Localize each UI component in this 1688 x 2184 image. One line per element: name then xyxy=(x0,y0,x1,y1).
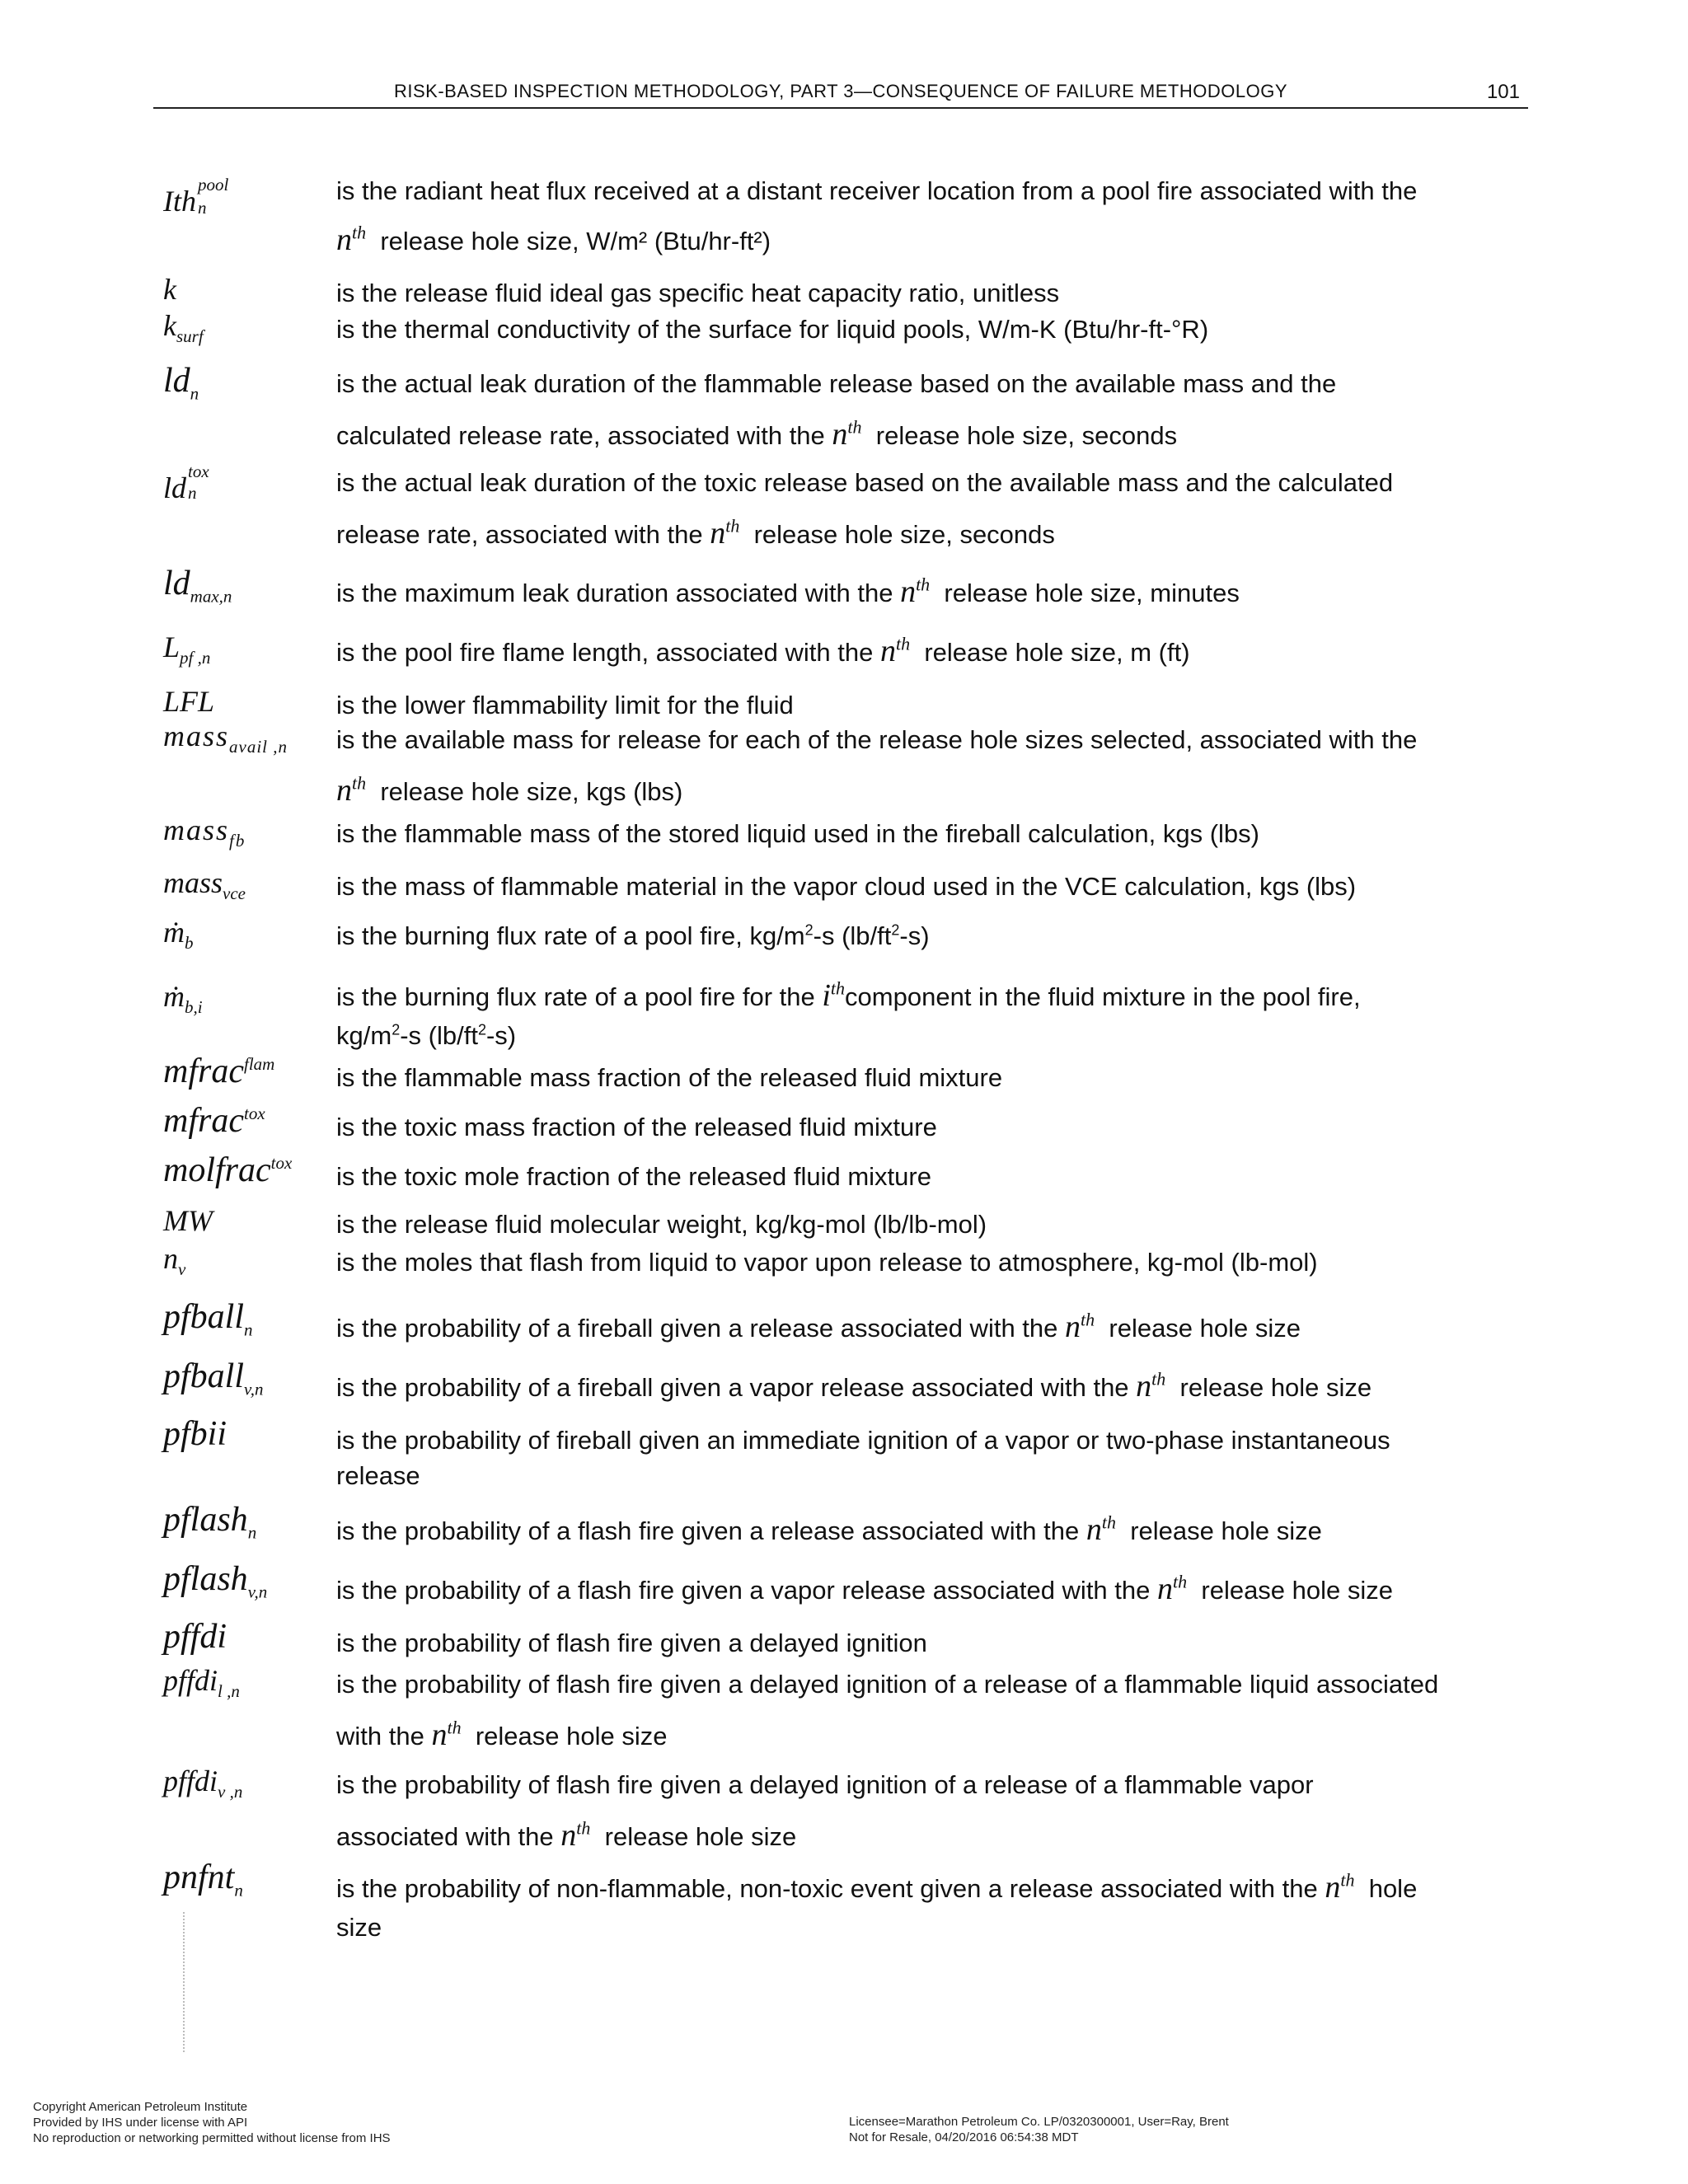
symbol: pffdi xyxy=(163,1618,227,1656)
symbol: pfball$_{v,n}$ xyxy=(163,1357,264,1399)
symbol: $L_{pf ,n}$ xyxy=(163,630,211,668)
definition: is the flammable mass of the stored liquid used in the fireball calculation, kgs (lbs) xyxy=(336,819,1259,848)
symbol: MW xyxy=(163,1204,213,1237)
definition: is the release fluid molecular weight, kg/kg-mol (lb/lb-mol) xyxy=(336,1210,987,1239)
symbol: mass$_{avail ,n}$ xyxy=(163,719,288,757)
definition: is the available mass for release for each of the release hole sizes selected, associated with the $n^{th}$ release hole size, kgs (lbs) xyxy=(336,725,1418,808)
definition: is the pool fire flame length, associated with the $n^{th}$ release hole size, m (ft) xyxy=(336,633,1190,668)
definition: is the burning flux rate of a pool fire, $kg/m^2-s$ $(lb/ft^2-s)$ xyxy=(336,921,930,950)
scan-artifact-dots xyxy=(183,1912,186,2052)
symbol: molfrac$^{tox}$ xyxy=(163,1151,293,1189)
definition: is the toxic mole fraction of the released fluid mixture xyxy=(336,1162,931,1191)
definition: is the actual leak duration of the toxic release based on the available mass and the calculated release rate, associated with the $n^{th}$ release hole size, seconds xyxy=(336,468,1394,551)
definition: is the probability of fireball given an immediate ignition of a vapor or two-phase instantaneous release xyxy=(336,1426,1390,1491)
symbol: mfrac$^{flam}$ xyxy=(163,1052,275,1090)
symbol: pfball$_n$ xyxy=(163,1298,253,1340)
definition: is the burning flux rate of a pool fire for the $i^{th}component$ in the fluid mixture in the pool fire, $kg/m^2-s$ $(lb/ft^2-s)$ xyxy=(336,977,1361,1051)
symbol: Ith pool n xyxy=(163,175,229,218)
definition: is the flammable mass fraction of the released fluid mixture xyxy=(336,1063,1003,1092)
definition: is the thermal conductivity of the surface for liquid pools, W/m-K (Btu/hr-ft-°R) xyxy=(336,315,1209,344)
definition: is the toxic mass fraction of the released fluid mixture xyxy=(336,1113,937,1141)
definition: is the maximum leak duration associated with the $n^{th}$ release hole size, minutes xyxy=(336,574,1240,609)
definition: is the moles that flash from liquid to vapor upon release to atmosphere, kg-mol (lb-mol) xyxy=(336,1248,1318,1277)
symbol: pfbii xyxy=(163,1415,227,1453)
symbol: ṁ$_b$ xyxy=(163,916,194,954)
running-title: RISK-BASED INSPECTION METHODOLOGY, PART 3—CONSEQUENCE OF FAILURE METHODOLOGY xyxy=(393,81,1287,101)
symbol: $ld_n$ xyxy=(163,362,199,404)
symbol: mass$_{fb}$ xyxy=(163,813,246,851)
symbol: pffdi$_{v ,n}$ xyxy=(163,1765,243,1802)
symbol: pnfnt$_n$ xyxy=(163,1858,243,1900)
definition: is the mass of flammable material in the vapor cloud used in the VCE calculation, kgs (lbs) xyxy=(336,872,1357,901)
definition: is the probability of flash fire given a delayed ignition of a release of a flammable liquid associated with the $n^{th}$ release hole size xyxy=(336,1670,1439,1753)
definition: is the probability of flash fire given a delayed ignition xyxy=(336,1629,927,1657)
footer-copyright: Copyright American Petroleum Institute Provided by IHS under license with API No reproduction or networking permitted without license from IHS xyxy=(33,2100,391,2145)
symbol: $k_{surf}$ xyxy=(163,309,204,347)
nth-symbol: $n^{th}$ xyxy=(336,222,367,258)
definition: is the lower flammability limit for the fluid xyxy=(336,691,794,719)
symbol: ld tox n xyxy=(163,462,209,504)
symbol: pflash$_{v,n}$ xyxy=(163,1560,268,1602)
symbol: pffdi$_{l ,n}$ xyxy=(163,1664,240,1702)
page-header xyxy=(153,81,1528,109)
definition: is the probability of flash fire given a delayed ignition of a release of a flammable vapor associated with the $n^{th}$ release hole size xyxy=(336,1770,1314,1854)
symbol: mfrac$^{tox}$ xyxy=(163,1102,265,1140)
symbol: pflash$_n$ xyxy=(163,1501,257,1543)
definition: is the actual leak duration of the flammable release based on the available mass and the calculated release rate, associated with the $n^{th}$ release hole size, seconds xyxy=(336,369,1337,452)
page-number: 101 xyxy=(1486,81,1520,103)
definition: is the radiant heat flux received at a distant receiver location from a pool fire associated with the $n^{th}$ release hole size, W/m² (Btu/hr-ft²) xyxy=(336,176,1418,258)
footer-license: Licensee=Marathon Petroleum Co. LP/0320300001, User=Ray, Brent Not for Resale, 04/20/2016 06:54:38 MDT xyxy=(849,2115,1229,2144)
definition: is the probability of a flash fire given a release associated with the $n^{th}$ release hole size xyxy=(336,1511,1322,1547)
definition: is the probability of a fireball given a release associated with the $n^{th}$ release hole size xyxy=(336,1309,1301,1344)
symbol: ṁ$_{b,i}$ xyxy=(163,980,203,1018)
definition: is the probability of a fireball given a vapor release associated with the $n^{th}$ release hole size xyxy=(336,1368,1372,1404)
symbol: $ld_{max,n}$ xyxy=(163,565,232,607)
definition: is the probability of non-flammable, non-toxic event given a release associated with the $n^{th}$ hole size xyxy=(336,1869,1418,1943)
symbol: $n_v$ xyxy=(163,1242,186,1280)
definition: is the release fluid ideal gas specific heat capacity ratio, unitless xyxy=(336,279,1060,307)
symbol: LFL xyxy=(163,685,215,718)
symbol: mass$_{vce}$ xyxy=(163,866,246,904)
definition: is the probability of a flash fire given a vapor release associated with the $n^{th}$ release hole size xyxy=(336,1571,1394,1606)
symbol: k xyxy=(163,273,176,306)
